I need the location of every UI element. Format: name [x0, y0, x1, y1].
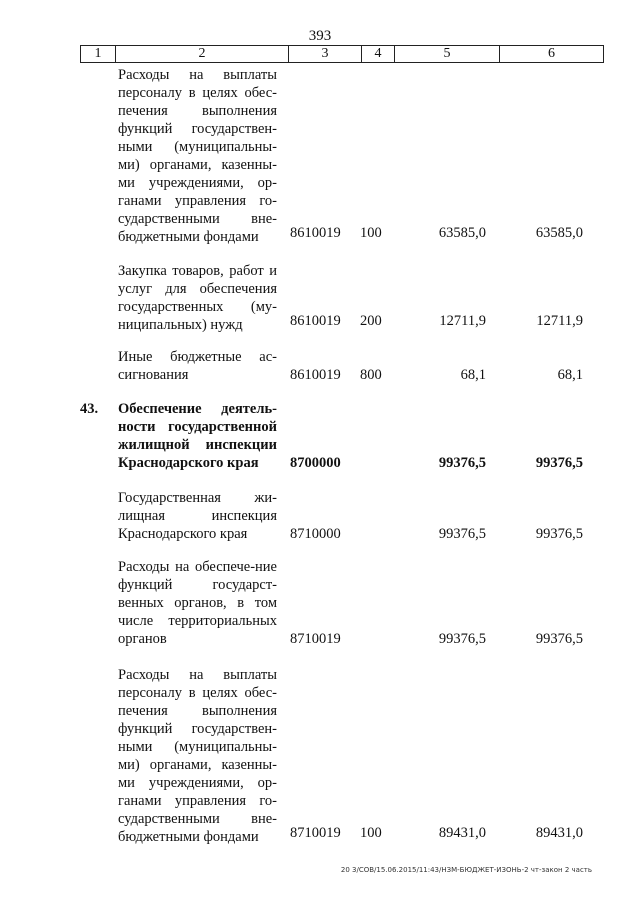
row-description: Обеспечение деятель-ности государственной жилищной инспекции Краснодарского края [118, 401, 277, 471]
row-code: 8710019 [290, 631, 341, 647]
row-description: Государственная жи-лищная инспекция Краснодарского края [118, 490, 277, 542]
row-amount-col5: 99376,5 [438, 455, 486, 471]
row-amount-col6: 68,1 [557, 367, 583, 383]
row-number: 43. [80, 401, 99, 417]
row-amount-col6: 99376,5 [535, 631, 583, 647]
row-expense-type: 800 [360, 367, 382, 383]
page-number: 393 [308, 28, 332, 44]
row-description: Иные бюджетные ас-сигнования [118, 349, 277, 383]
column-header-row [80, 45, 604, 63]
row-code: 8610019 [290, 367, 341, 383]
row-amount-col6: 99376,5 [535, 526, 583, 542]
document-footer-code: 20 3/СОВ/15.06.2015/11:43/НЗМ-БЮДЖЕТ-ИЗОНЬ-2 чт-закон 2 часть [340, 866, 592, 874]
row-description: Расходы на обеспече-ние функций государст-венных органов, в том числе территориальных органов [118, 559, 277, 647]
row-code: 8700000 [290, 455, 341, 471]
column-header-4: 4 [362, 46, 395, 63]
row-description: Расходы на выплаты персоналу в целях обес-печения выполнения функций государствен-ными (муниципальны-ми) органами, казенны-ми учреждениями, ор-ганами управления го-сударственными вне-бюджетными фондами [118, 667, 277, 845]
row-description: Закупка товаров, работ и услуг для обеспечения государственных (му-ниципальных) нужд [118, 263, 277, 333]
row-expense-type: 200 [360, 313, 382, 329]
row-expense-type: 100 [360, 825, 382, 841]
row-amount-col5: 89431,0 [438, 825, 486, 841]
row-amount-col5: 63585,0 [438, 225, 486, 241]
row-code: 8610019 [290, 313, 341, 329]
row-description: Расходы на выплаты персоналу в целях обес-печения выполнения функций государствен-ными (муниципальны-ми) органами, казенны-ми учреждениями, ор-ганами управления го-сударственными вне-бюджетными фондами [118, 67, 277, 245]
column-header-5: 5 [395, 46, 500, 63]
row-amount-col6: 99376,5 [535, 455, 583, 471]
row-code: 8610019 [290, 225, 341, 241]
row-amount-col5: 12711,9 [439, 313, 486, 329]
row-code: 8710000 [290, 526, 341, 542]
row-amount-col6: 63585,0 [535, 225, 583, 241]
row-amount-col5: 99376,5 [438, 526, 486, 542]
column-header-6: 6 [500, 46, 604, 63]
row-amount-col5: 68,1 [460, 367, 486, 383]
column-header-2: 2 [116, 46, 289, 63]
row-expense-type: 100 [360, 225, 382, 241]
column-header-3: 3 [289, 46, 362, 63]
row-amount-col6: 89431,0 [535, 825, 583, 841]
row-amount-col6: 12711,9 [536, 313, 583, 329]
row-amount-col5: 99376,5 [438, 631, 486, 647]
row-code: 8710019 [290, 825, 341, 841]
column-header-1: 1 [81, 46, 116, 63]
